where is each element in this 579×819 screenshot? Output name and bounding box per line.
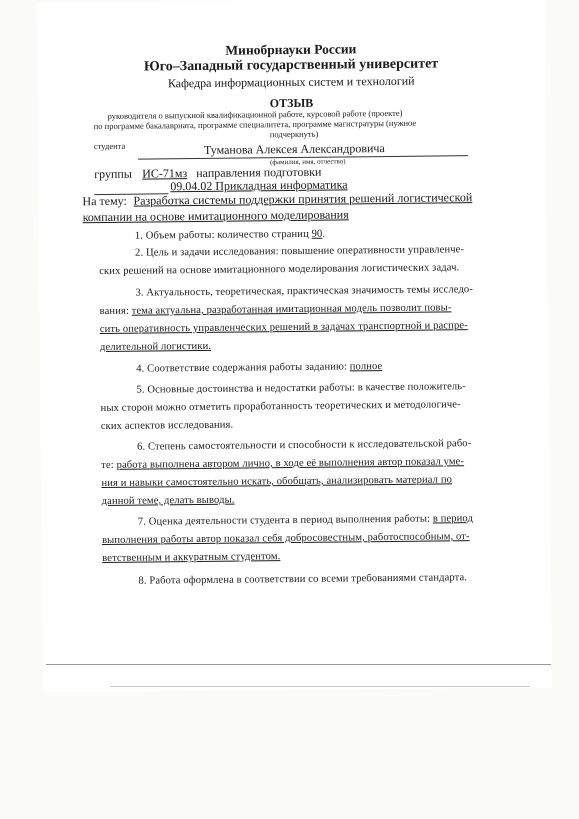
item4-label: 4. Соответствие содержания работы заданию:: [136, 361, 348, 375]
item3-line2-value: тема актуальна, разработанная имитационная модель позволит повы-: [131, 302, 452, 317]
review-subtitle-line1: руководителя о выпускной квалификационной работе, курсовой работе (проекте): [107, 107, 403, 121]
ministry-name: Минобрнауки России: [225, 41, 357, 58]
item3-line1: 3. Актуальность, теоретическая, практическая значимость темы исследо-: [135, 284, 474, 299]
review-title: ОТЗЫВ: [269, 95, 314, 111]
item5-line3: ских аспектов исследования.: [100, 419, 234, 433]
item2-line1: 2. Цель и задачи исследования: повышение оперативности управленче-: [134, 244, 465, 259]
direction-label: направления подготовки: [196, 164, 322, 181]
topic-line2: компании на основе имитационного моделирования: [82, 207, 349, 225]
item1-text: [135, 230, 325, 243]
student-label: студента: [93, 140, 126, 152]
item7-line1-label: 7. Оценка деятельности студента в период выполнения работы:: [137, 513, 431, 528]
topic-label: На тему:: [82, 193, 127, 209]
review-subtitle-line2: по программе бакалавриата, программе специалитета, программе магистратуры (нужное: [93, 117, 417, 132]
group-value: ИС-71мз: [142, 166, 188, 181]
review-subtitle-line3: подчеркнуть): [269, 128, 319, 140]
item7-line1: [138, 514, 473, 528]
university-name: Юго–Западный государственный университет: [143, 56, 439, 75]
item3-line2: [100, 303, 452, 317]
direction-value: 09.04.02 Прикладная информатика: [170, 177, 348, 194]
review-page: [36, 0, 551, 693]
item7-line3: ветственным и аккуратным студентом.: [102, 551, 281, 565]
item8-text: 8. Работа оформлена в соответствии со всеми требованиями стандарта.: [138, 572, 468, 587]
item6-line2-value: работа выполнена автором лично, в ходе её выполнения автор показал уме-: [116, 456, 465, 471]
item5-line1: 5. Основные достоинства и недостатки работы: в качестве положитель-: [136, 381, 466, 396]
page-fold-line: [46, 664, 551, 665]
item3-line4: делительной логистики.: [99, 340, 212, 354]
item1-end: .: [322, 228, 326, 240]
item6-line2-label: те:: [101, 459, 114, 472]
item3-line3: сить оперативность управленческих решений в задачах транспортной и распре-: [99, 320, 468, 336]
group-label: группы: [94, 166, 132, 182]
item4-value: полное: [349, 361, 383, 373]
item1-label: 1. Объем работы: количество страниц: [134, 228, 309, 242]
item3-line2-label: вания:: [99, 305, 130, 318]
item1-value: 90: [311, 228, 323, 240]
department-name: Кафедра информационных систем и технологий: [167, 73, 415, 91]
item7-line2: выполнения работы автор показал себя добросовестным, работоспособным, от-: [101, 531, 470, 547]
item5-line2: ных сторон можно отметить проработанность теоретических и методологиче-: [100, 399, 461, 415]
item7-line1-value: в период: [432, 513, 474, 525]
item6-line3: ния и навыки самостоятельно искать, обобщать, анализировать материал по: [101, 474, 453, 490]
item6-line1: 6. Степень самостоятельности и способности к исследовательской рабо-: [137, 438, 472, 453]
student-name-hint: (фамилия, имя, отчество): [270, 157, 346, 167]
item4-text: [136, 362, 382, 375]
item2-line2: ских решений на основе имитационного моделирования логистических задач.: [99, 262, 460, 278]
item6-line2: [101, 457, 464, 471]
item6-line4: данной теме, делать выводы.: [101, 494, 235, 508]
student-name: Туманова Алексея Александровича: [203, 141, 385, 157]
page-edge-shadow: [110, 686, 530, 687]
topic-line1: Разработка системы поддержки принятия решений логистической: [133, 190, 473, 208]
